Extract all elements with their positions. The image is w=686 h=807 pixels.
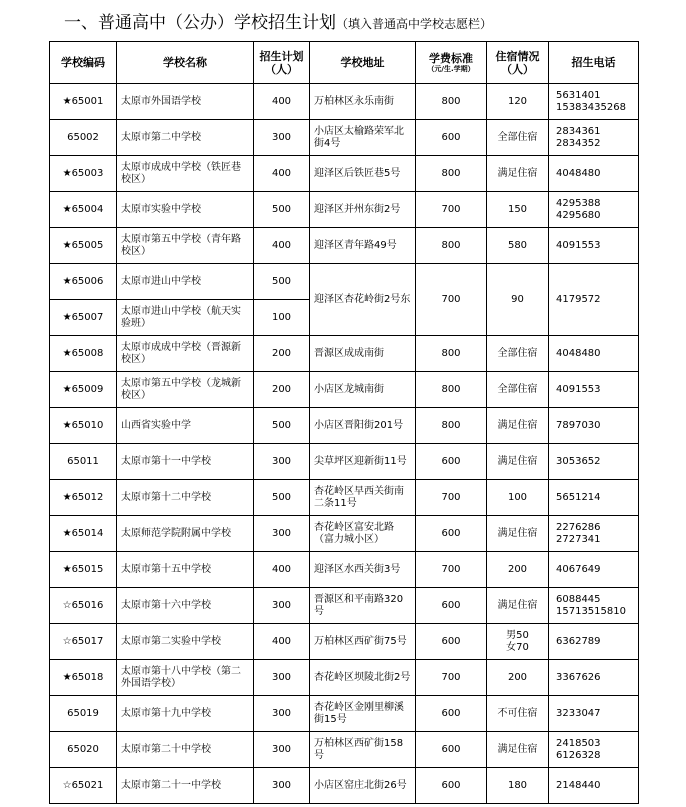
cell-fee: 600: [416, 732, 487, 768]
cell-fee: 600: [416, 588, 487, 624]
cell-code: ★65008: [50, 336, 117, 372]
cell-plan: 300: [254, 516, 310, 552]
header-dorm: 住宿情况（人）: [487, 42, 549, 84]
cell-dorm: 满足住宿: [487, 516, 549, 552]
cell-plan: 400: [254, 156, 310, 192]
cell-phone: 2834361 2834352: [549, 120, 639, 156]
header-code: 学校编码: [50, 42, 117, 84]
cell-fee: 700: [416, 192, 487, 228]
cell-name: 太原市进山中学校: [117, 264, 254, 300]
cell-plan: 500: [254, 480, 310, 516]
cell-dorm: 全部住宿: [487, 120, 549, 156]
cell-phone: 5631401 15383435268: [549, 84, 639, 120]
cell-address: 尖草坪区迎新街11号: [310, 444, 416, 480]
cell-address: 小店区龙城南街: [310, 372, 416, 408]
table-row: [50, 192, 639, 228]
cell-fee: 800: [416, 336, 487, 372]
cell-fee: 700: [416, 480, 487, 516]
cell-fee: 600: [416, 624, 487, 660]
title-subtitle: （填入普通高中学校志愿栏）: [336, 17, 493, 31]
cell-dorm: 满足住宿: [487, 732, 549, 768]
cell-code: ★65010: [50, 408, 117, 444]
cell-fee: 800: [416, 372, 487, 408]
cell-phone: 3233047: [549, 696, 639, 732]
cell-code: ★65003: [50, 156, 117, 192]
cell-shared-dorm: 90: [487, 264, 549, 336]
cell-fee: 700: [416, 660, 487, 696]
cell-phone: 3367626: [549, 660, 639, 696]
cell-dorm: 全部住宿: [487, 336, 549, 372]
cell-shared-fee: 700: [416, 264, 487, 336]
cell-fee: 600: [416, 444, 487, 480]
header-fee-unit: （元/生.学期）: [427, 64, 475, 73]
cell-plan: 300: [254, 696, 310, 732]
cell-phone: 2276286 2727341: [549, 516, 639, 552]
cell-address: 杏花岭区早西关街南二条11号: [310, 480, 416, 516]
cell-name: 太原市第十九中学校: [117, 696, 254, 732]
cell-code: ★65004: [50, 192, 117, 228]
cell-dorm: 满足住宿: [487, 408, 549, 444]
cell-address: 杏花岭区富安北路（富力城小区）: [310, 516, 416, 552]
cell-code: ☆65021: [50, 768, 117, 804]
cell-phone: 6088445 15713515810: [549, 588, 639, 624]
cell-address: 杏花岭区金刚里柳溪街15号: [310, 696, 416, 732]
cell-plan: 300: [254, 732, 310, 768]
table-row: [50, 372, 639, 408]
table-row: [50, 480, 639, 516]
cell-dorm: 不可住宿: [487, 696, 549, 732]
cell-phone: 4067649: [549, 552, 639, 588]
cell-dorm: 180: [487, 768, 549, 804]
cell-code: ★65009: [50, 372, 117, 408]
cell-plan: 400: [254, 624, 310, 660]
table-row: [50, 84, 639, 120]
cell-phone: 6362789: [549, 624, 639, 660]
cell-plan: 100: [254, 300, 310, 336]
table-row: [50, 156, 639, 192]
page-title: [64, 12, 492, 35]
cell-name: 太原市第十一中学校: [117, 444, 254, 480]
cell-address: 小店区太榆路荣军北街4号: [310, 120, 416, 156]
table-row: [50, 624, 639, 660]
table-row: [50, 588, 639, 624]
table-row: [50, 768, 639, 804]
cell-dorm: 满足住宿: [487, 444, 549, 480]
cell-name: 太原市成成中学校（铁匠巷校区）: [117, 156, 254, 192]
table-row: [50, 408, 639, 444]
header-fee-label: 学费标准: [429, 51, 473, 65]
cell-name: 太原市实验中学校: [117, 192, 254, 228]
cell-plan: 400: [254, 552, 310, 588]
cell-fee: 600: [416, 516, 487, 552]
cell-plan: 400: [254, 84, 310, 120]
table-row: [50, 336, 639, 372]
cell-code: ★65001: [50, 84, 117, 120]
cell-name: 太原市第十八中学校（第二外国语学校）: [117, 660, 254, 696]
table-row: [50, 660, 639, 696]
cell-plan: 400: [254, 228, 310, 264]
cell-name: 太原市第二十一中学校: [117, 768, 254, 804]
cell-address: 小店区晋阳街201号: [310, 408, 416, 444]
cell-code: 65002: [50, 120, 117, 156]
cell-name: 太原市进山中学校（航天实验班）: [117, 300, 254, 336]
cell-name: 太原市成成中学校（晋源新校区）: [117, 336, 254, 372]
cell-address: 晋源区成成南街: [310, 336, 416, 372]
cell-fee: 800: [416, 228, 487, 264]
table-row: [50, 732, 639, 768]
cell-name: 太原市第二实验中学校: [117, 624, 254, 660]
cell-plan: 500: [254, 192, 310, 228]
table-row: [50, 120, 639, 156]
cell-dorm: 男50 女70: [487, 624, 549, 660]
cell-fee: 800: [416, 84, 487, 120]
cell-shared-address: 迎泽区杏花岭街2号东: [310, 264, 416, 336]
cell-address: 小店区窑庄北街26号: [310, 768, 416, 804]
cell-phone: 3053652: [549, 444, 639, 480]
cell-name: 太原市第二十中学校: [117, 732, 254, 768]
cell-fee: 600: [416, 120, 487, 156]
cell-plan: 500: [254, 408, 310, 444]
cell-code: ★65007: [50, 300, 117, 336]
cell-fee: 600: [416, 768, 487, 804]
cell-phone: 4048480: [549, 336, 639, 372]
cell-name: 太原师范学院附属中学校: [117, 516, 254, 552]
cell-fee: 800: [416, 156, 487, 192]
cell-plan: 300: [254, 660, 310, 696]
cell-address: 迎泽区水西关街3号: [310, 552, 416, 588]
cell-dorm: 580: [487, 228, 549, 264]
enrollment-table: [49, 41, 639, 804]
table-row: [50, 516, 639, 552]
header-row: [50, 42, 639, 84]
cell-dorm: 全部住宿: [487, 372, 549, 408]
cell-plan: 300: [254, 768, 310, 804]
header-name: 学校名称: [117, 42, 254, 84]
cell-plan: 500: [254, 264, 310, 300]
cell-name: 太原市第十二中学校: [117, 480, 254, 516]
table-row: [50, 228, 639, 264]
cell-phone: 7897030: [549, 408, 639, 444]
cell-name: 太原市第二中学校: [117, 120, 254, 156]
cell-phone: 4091553: [549, 228, 639, 264]
header-address: 学校地址: [310, 42, 416, 84]
header-fee: [416, 42, 487, 84]
cell-code: 65019: [50, 696, 117, 732]
cell-fee: 600: [416, 696, 487, 732]
cell-dorm: 200: [487, 552, 549, 588]
cell-dorm: 150: [487, 192, 549, 228]
cell-phone: 2418503 6126328: [549, 732, 639, 768]
cell-dorm: 满足住宿: [487, 588, 549, 624]
cell-code: ☆65017: [50, 624, 117, 660]
cell-code: ★65005: [50, 228, 117, 264]
cell-address: 迎泽区并州东街2号: [310, 192, 416, 228]
cell-phone: 4091553: [549, 372, 639, 408]
cell-code: 65011: [50, 444, 117, 480]
cell-code: ★65015: [50, 552, 117, 588]
header-phone: 招生电话: [549, 42, 639, 84]
cell-phone: 4295388 4295680: [549, 192, 639, 228]
title-main: 一、普通高中（公办）学校招生计划: [64, 13, 336, 33]
cell-plan: 200: [254, 372, 310, 408]
cell-plan: 200: [254, 336, 310, 372]
cell-fee: 700: [416, 552, 487, 588]
cell-dorm: 200: [487, 660, 549, 696]
cell-code: ★65006: [50, 264, 117, 300]
cell-plan: 300: [254, 444, 310, 480]
cell-address: 杏花岭区坝陵北街2号: [310, 660, 416, 696]
cell-name: 太原市外国语学校: [117, 84, 254, 120]
cell-shared-phone: 4179572: [549, 264, 639, 336]
cell-phone: 2148440: [549, 768, 639, 804]
cell-plan: 300: [254, 588, 310, 624]
cell-plan: 300: [254, 120, 310, 156]
cell-address: 万柏林区西矿街75号: [310, 624, 416, 660]
cell-fee: 800: [416, 408, 487, 444]
cell-code: ★65014: [50, 516, 117, 552]
cell-address: 万柏林区永乐南街: [310, 84, 416, 120]
cell-name: 太原市第十六中学校: [117, 588, 254, 624]
cell-phone: 5651214: [549, 480, 639, 516]
cell-name: 山西省实验中学: [117, 408, 254, 444]
cell-address: 迎泽区青年路49号: [310, 228, 416, 264]
cell-code: ☆65016: [50, 588, 117, 624]
table-row: [50, 552, 639, 588]
cell-address: 晋源区和平南路320号: [310, 588, 416, 624]
cell-name: 太原市第五中学校（青年路校区）: [117, 228, 254, 264]
cell-name: 太原市第十五中学校: [117, 552, 254, 588]
cell-address: 迎泽区后铁匠巷5号: [310, 156, 416, 192]
cell-address: 万柏林区西矿街158号: [310, 732, 416, 768]
cell-dorm: 满足住宿: [487, 156, 549, 192]
cell-code: 65020: [50, 732, 117, 768]
header-plan: 招生计划（人）: [254, 42, 310, 84]
cell-dorm: 120: [487, 84, 549, 120]
cell-code: ★65012: [50, 480, 117, 516]
cell-dorm: 100: [487, 480, 549, 516]
cell-name: 太原市第五中学校（龙城新校区）: [117, 372, 254, 408]
table-row: [50, 444, 639, 480]
table-row: [50, 264, 639, 300]
cell-code: ★65018: [50, 660, 117, 696]
table-row: [50, 696, 639, 732]
cell-phone: 4048480: [549, 156, 639, 192]
